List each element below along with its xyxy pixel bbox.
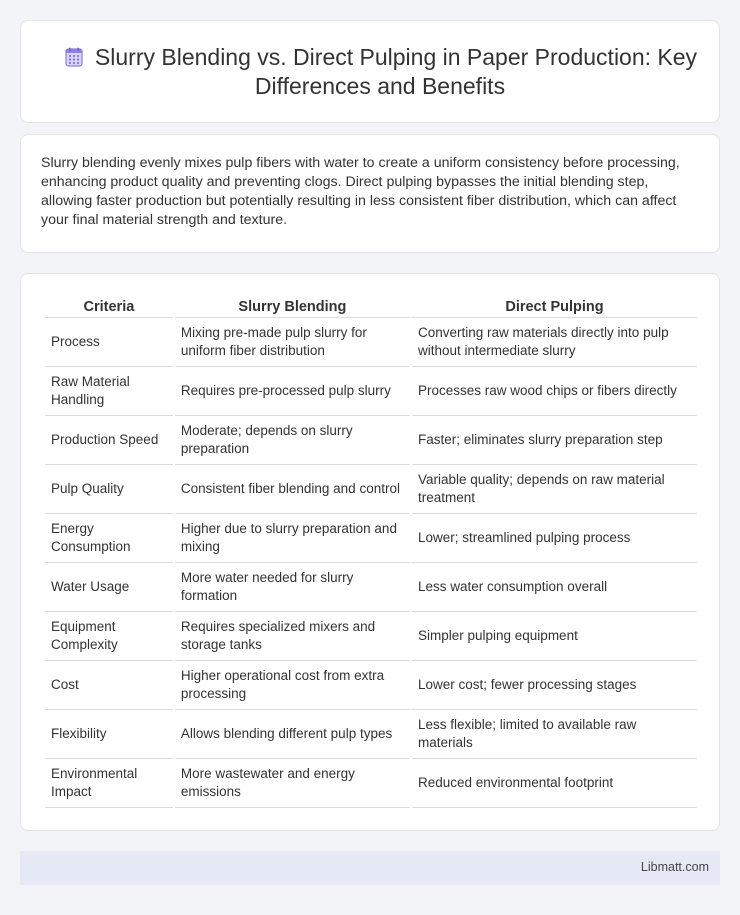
table-row [45, 612, 697, 661]
table-row [45, 563, 697, 612]
criteria-cell: Raw Material Handling [45, 367, 173, 416]
table-row [45, 710, 697, 759]
title-wrap [61, 43, 699, 101]
footer-bar [20, 851, 720, 885]
intro-paragraph: Slurry blending evenly mixes pulp fibers with water to create a uniform consistency before processing, enhancing product quality and preventing clogs. Direct pulping bypasses the initial blending step, allowing faster production but potentially resulting in less consistent fiber distribution, which can affect your final material strength and texture. [41, 155, 680, 228]
direct-cell: Lower cost; fewer processing stages [412, 661, 697, 710]
table-row [45, 514, 697, 563]
criteria-cell: Pulp Quality [45, 465, 173, 514]
slurry-cell: Consistent fiber blending and control [175, 465, 410, 514]
page-title: Slurry Blending vs. Direct Pulping in Paper Production: Key Differences and Benefits [94, 44, 698, 99]
criteria-cell: Production Speed [45, 416, 173, 465]
criteria-cell: Flexibility [45, 710, 173, 759]
table-row [45, 416, 697, 465]
direct-cell: Converting raw materials directly into pulp without intermediate slurry [412, 318, 697, 367]
intro-card [20, 134, 720, 253]
slurry-cell: Moderate; depends on slurry preparation [175, 416, 410, 465]
direct-cell: Faster; eliminates slurry preparation step [412, 416, 697, 465]
direct-cell: Less flexible; limited to available raw materials [412, 710, 697, 759]
direct-cell: Less water consumption overall [412, 563, 697, 612]
slurry-cell: Higher operational cost from extra processing [175, 661, 410, 710]
comparison-card [20, 273, 720, 831]
criteria-cell: Cost [45, 661, 173, 710]
direct-cell: Lower; streamlined pulping process [412, 514, 697, 563]
slurry-cell: Requires pre-processed pulp slurry [175, 367, 410, 416]
direct-cell: Simpler pulping equipment [412, 612, 697, 661]
slurry-cell: More wastewater and energy emissions [175, 759, 410, 808]
criteria-cell: Energy Consumption [45, 514, 173, 563]
direct-cell: Processes raw wood chips or fibers directly [412, 367, 697, 416]
calendar-grid-icon [63, 46, 85, 68]
table-row [45, 465, 697, 514]
slurry-cell: Requires specialized mixers and storage tanks [175, 612, 410, 661]
table-row [45, 759, 697, 808]
header-criteria: Criteria [45, 297, 173, 318]
table-row [45, 318, 697, 367]
table-header-row [45, 297, 697, 318]
slurry-cell: Allows blending different pulp types [175, 710, 410, 759]
header-slurry-blending: Slurry Blending [175, 297, 410, 318]
comparison-table [43, 297, 699, 808]
direct-cell: Reduced environmental footprint [412, 759, 697, 808]
direct-cell: Variable quality; depends on raw material treatment [412, 465, 697, 514]
header-direct-pulping: Direct Pulping [412, 297, 697, 318]
criteria-cell: Process [45, 318, 173, 367]
slurry-cell: More water needed for slurry formation [175, 563, 410, 612]
slurry-cell: Mixing pre-made pulp slurry for uniform fiber distribution [175, 318, 410, 367]
criteria-cell: Equipment Complexity [45, 612, 173, 661]
table-row [45, 661, 697, 710]
table-row [45, 367, 697, 416]
slurry-cell: Higher due to slurry preparation and mixing [175, 514, 410, 563]
criteria-cell: Water Usage [45, 563, 173, 612]
criteria-cell: Environmental Impact [45, 759, 173, 808]
footer-site-link[interactable]: Libmatt.com [640, 860, 709, 874]
title-card [20, 20, 720, 123]
